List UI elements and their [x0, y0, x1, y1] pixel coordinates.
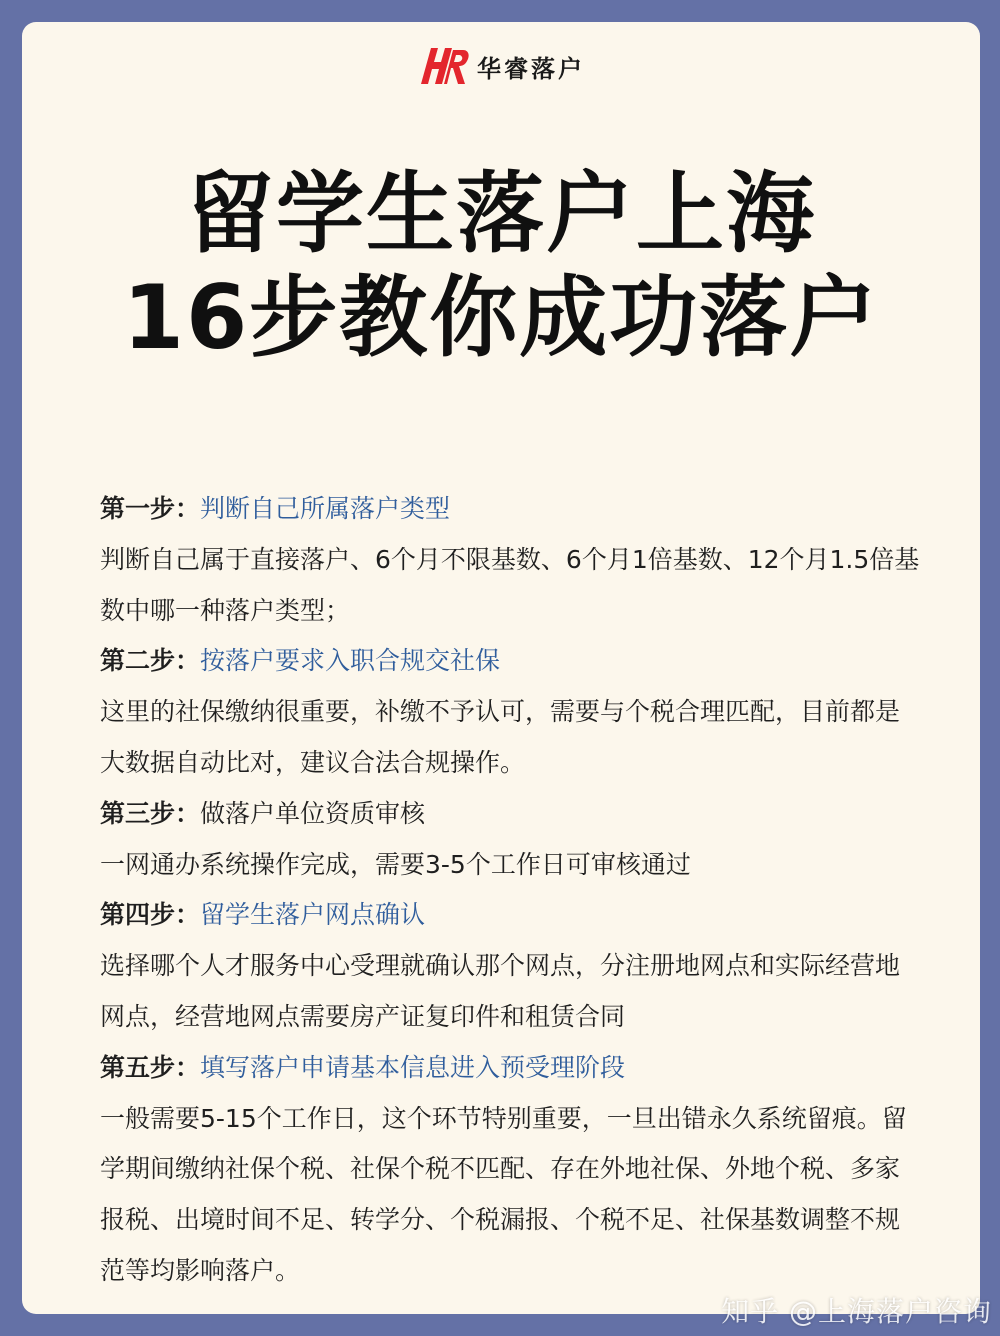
- step-heading: [100, 1043, 920, 1094]
- step-body: 选择哪个人才服务中心受理就确认那个网点，分注册地网点和实际经营地网点，经营地网点需要房产证复印件和租赁合同: [100, 951, 901, 1031]
- step-heading: [100, 890, 920, 941]
- step-title: 按落户要求入职合规交社保: [200, 646, 501, 676]
- step-title: 填写落户申请基本信息进入预受理阶段: [200, 1052, 626, 1082]
- step-label: 第五步：: [100, 1052, 201, 1082]
- step-body: 判断自己属于直接落户、6个月不限基数、6个月1倍基数、12个月1.5倍基数中哪一种落户类型；: [100, 544, 920, 625]
- step-3: [100, 789, 920, 891]
- title-line-2: 16步教你成功落户: [122, 266, 880, 369]
- step-5: [100, 1043, 920, 1297]
- step-heading: [100, 636, 920, 687]
- step-label: 第四步：: [100, 900, 201, 930]
- step-4: [100, 890, 920, 1042]
- page-title: [22, 162, 980, 370]
- step-label: 第三步：: [100, 798, 201, 828]
- step-label: 第一步：: [100, 494, 201, 523]
- brand-header: [22, 44, 980, 88]
- step-title: 判断自己所属落户类型: [200, 494, 451, 523]
- step-heading: [100, 484, 920, 535]
- step-body: 一网通办系统操作完成，需要3-5个工作日可审核通过: [100, 849, 691, 879]
- step-title: 做落户单位资质审核: [200, 798, 426, 828]
- step-title: 留学生落户网点确认: [200, 900, 426, 930]
- step-body: 这里的社保缴纳很重要，补缴不予认可，需要与个税合理匹配，目前都是大数据自动比对，建议合法合规操作。: [100, 697, 901, 777]
- brand-name: 华睿落户: [477, 54, 585, 83]
- hr-logo-icon: [417, 44, 469, 88]
- step-1: [100, 484, 920, 636]
- watermark: 知乎 @上海落户咨询: [721, 1295, 992, 1328]
- steps-content: [100, 484, 920, 1297]
- step-2: [100, 636, 920, 788]
- step-label: 第二步：: [100, 646, 201, 676]
- poster-card: [22, 22, 980, 1314]
- title-line-1: 留学生落户上海: [185, 162, 816, 265]
- step-body: 一般需要5-15个工作日，这个环节特别重要，一旦出错永久系统留痕。留学期间缴纳社保个税、社保个税不匹配、存在外地社保、外地个税、多家报税、出境时间不足、转学分、个税漏报、个税不足、社保基数调整不规范等均影响落户。: [100, 1103, 907, 1285]
- step-heading: [100, 789, 920, 840]
